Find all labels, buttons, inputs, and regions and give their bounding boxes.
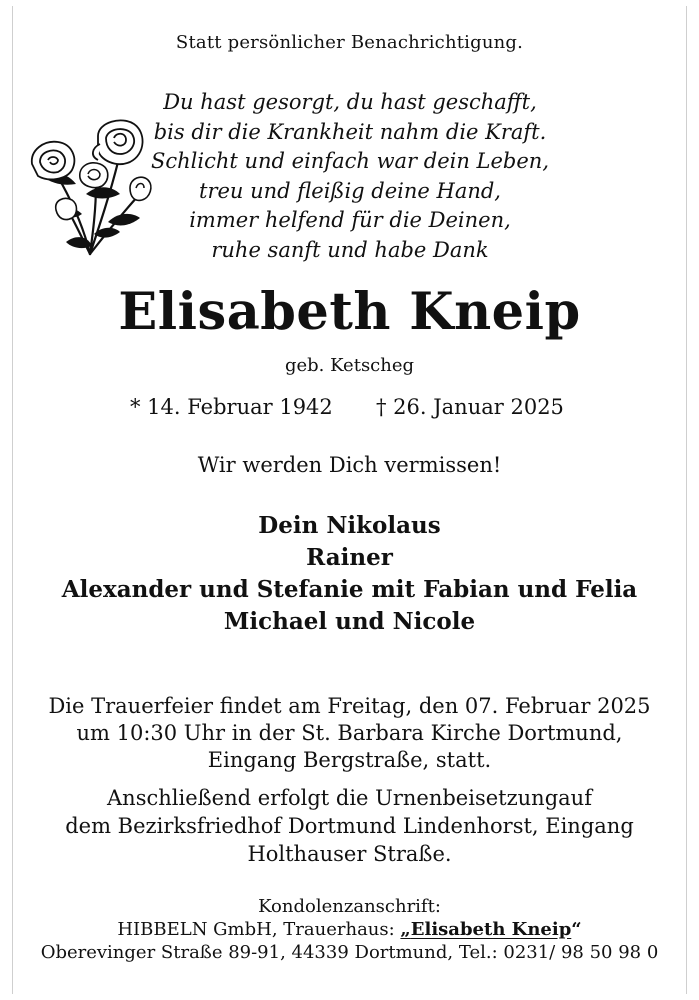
ceremony-line: Die Trauerfeier findet am Freitag, den 07. Februar 2025: [48, 694, 651, 718]
family-line: Rainer: [306, 544, 393, 571]
poem-line: treu und fleißig deine Hand,: [199, 178, 501, 203]
poem-line: immer helfend für die Deinen,: [189, 208, 511, 232]
ceremony-line: um 10:30 Uhr in der St. Barbara Kirche Dortmund,: [76, 721, 623, 745]
condolence-address: [0, 895, 699, 964]
deceased-name: Elisabeth Kneip: [118, 282, 581, 342]
urn-burial-info: [0, 784, 699, 868]
maiden-name: geb. Ketscheg: [284, 355, 415, 376]
poem-line: bis dir die Krankheit nahm die Kraft.: [153, 119, 547, 144]
funeral-home-prefix: HIBBELN GmbH, Trauerhaus:: [117, 919, 401, 940]
ceremony-line: Eingang Bergstraße, statt.: [207, 748, 492, 772]
condolence-heading: Kondolenzanschrift:: [258, 896, 441, 917]
condolence-street-address: Oberevinger Straße 89-91, 44339 Dortmund, Tel.: 0231/ 98 50 98 0: [40, 942, 659, 963]
poem: [150, 88, 550, 265]
urn-line: Holthauser Straße.: [247, 842, 452, 866]
birth-date: * 14. Februar 1942: [130, 395, 333, 419]
urn-line: Anschließend erfolgt die Urnenbeisetzungauf: [107, 786, 592, 810]
poem-line: Schlicht und einfach war dein Leben,: [150, 149, 550, 173]
poem-line: Du hast gesorgt, du hast geschafft,: [163, 90, 537, 114]
family-line: Michael und Nicole: [223, 608, 476, 635]
funeral-home-close-quote: “: [571, 919, 582, 940]
condolence-funeral-home: [0, 918, 699, 941]
closing-line: Wir werden Dich vermissen!: [197, 453, 502, 477]
funeral-home-house-name: Elisabeth Kneip: [410, 919, 572, 940]
funeral-home-open-quote: „: [400, 919, 411, 940]
family-line: Dein Nikolaus: [258, 512, 441, 539]
death-date: † 26. Januar 2025: [376, 395, 564, 419]
poem-line: ruhe sanft und habe Dank: [211, 237, 489, 262]
family-signatures: [0, 510, 699, 638]
intro-text: Statt persönlicher Benachrichtigung.: [175, 32, 524, 53]
rose-bouquet-icon: [26, 114, 158, 264]
family-line: Alexander und Stefanie mit Fabian und Felia: [61, 576, 638, 603]
ceremony-info: [0, 693, 699, 774]
urn-line: dem Bezirksfriedhof Dortmund Lindenhorst, Eingang: [65, 814, 634, 838]
